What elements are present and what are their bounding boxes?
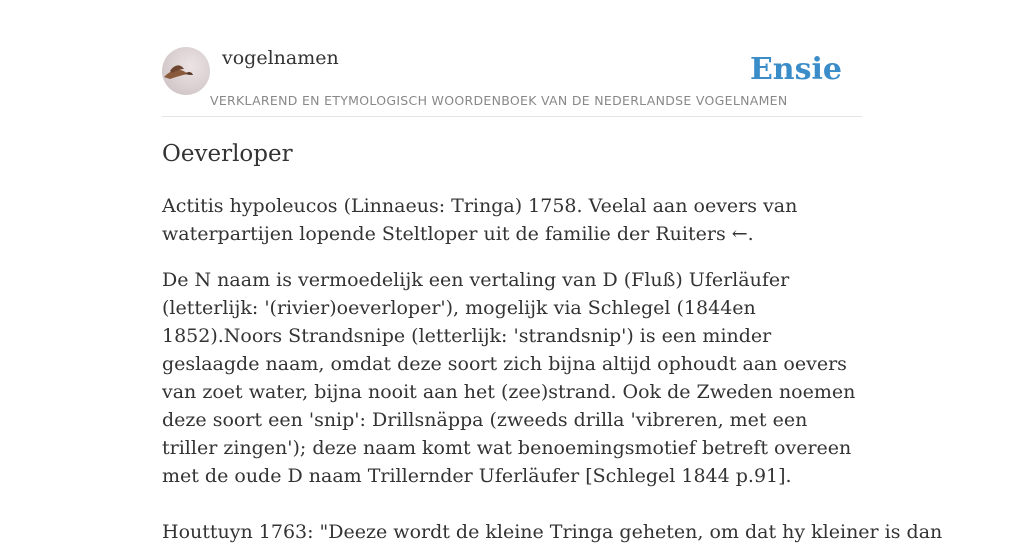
article	[162, 137, 943, 546]
article-paragraph-etymology: De N naam is vermoedelijk een vertaling van D (Fluß) Uferläufer (letterlijk: '(rivier)oeverloper'), mogelijk via Schlegel (1844en 1852).Noors Strandsnipe (letterlijk: 'strandsnip') is een minder geslaagde naam, omdat deze soort zich bijna altijd ophoudt aan oevers van zoet water, bijna nooit aan het (zee)strand. Ook de Zweden noemen deze soort een 'snip': Drillsnäppa (zweeds drilla 'vibreren, met een triller zingen'); deze naam komt wat benoemingsmotief betreft overeen met de oude D naam Trillernder Uferläufer [Schlegel 1844 p.91].	[162, 269, 856, 487]
article-title: Oeverloper	[162, 141, 293, 167]
site-name[interactable]: vogelnamen	[222, 47, 339, 69]
article-paragraph-intro: Actitis hypoleucos (Linnaeus: Tringa) 1758. Veelal aan oevers van waterpartijen lopende Steltloper uit de familie der Ruiters ←.	[162, 195, 798, 245]
site-tagline: VERKLAREND EN ETYMOLOGISCH WOORDENBOEK VAN DE NEDERLANDSE VOGELNAMEN	[210, 93, 788, 108]
site-header	[162, 0, 862, 117]
bird-photo-avatar[interactable]	[162, 47, 210, 95]
article-paragraph-quote: Houttuyn 1763: "Deeze wordt de kleine Tringa geheten, om dat hy kleiner is dan	[162, 521, 943, 543]
bird-icon	[162, 47, 210, 95]
brand-logo[interactable]: Ensie	[749, 52, 842, 87]
